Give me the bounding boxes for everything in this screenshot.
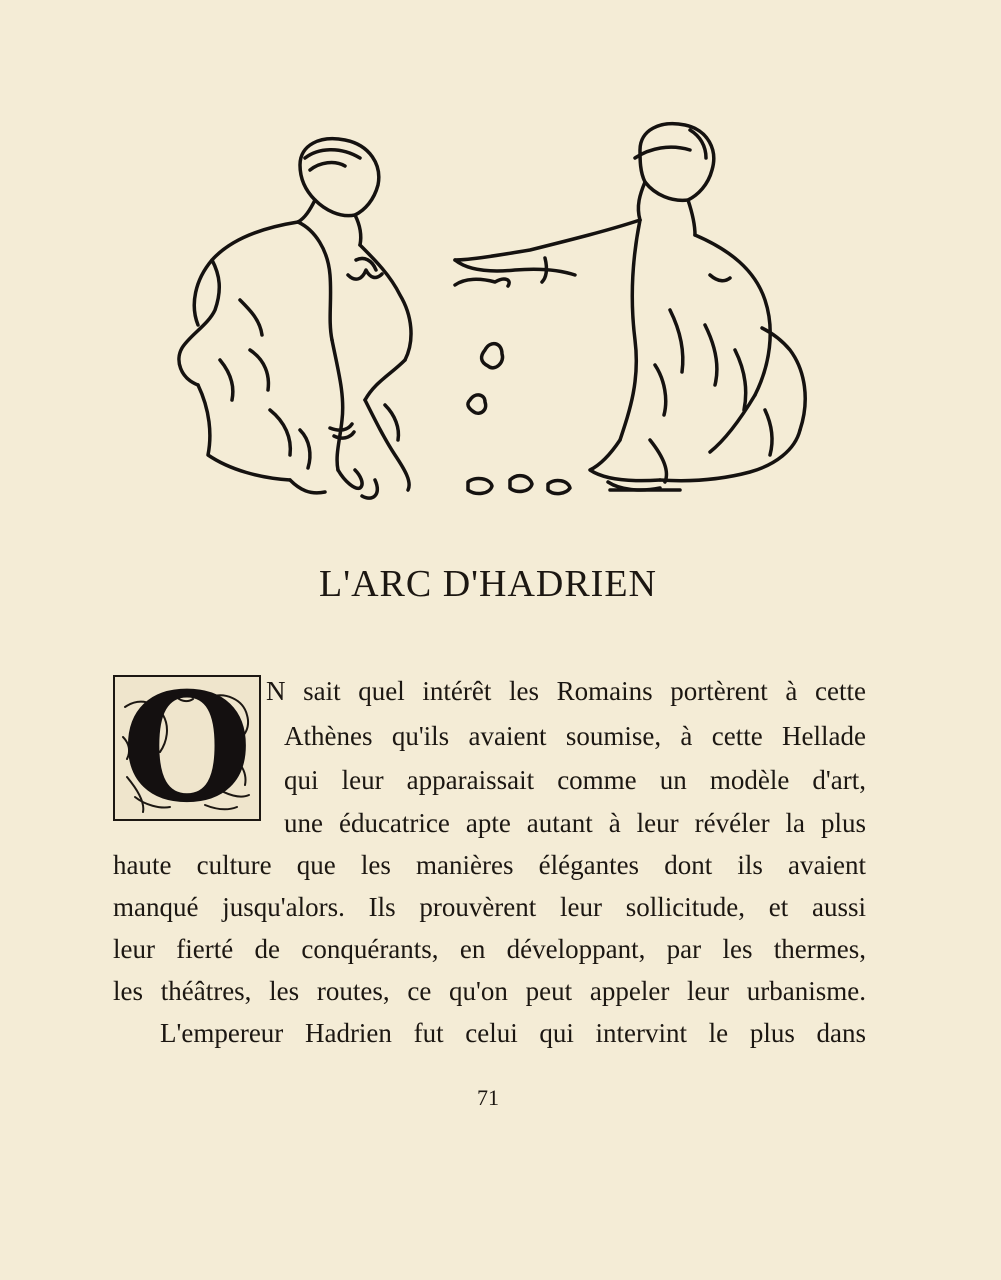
- text-line-8: les théâtres, les routes, ce qu'on peut appeler leur urbanisme.: [113, 976, 866, 1006]
- chapter-title: L'ARC D'HADRIEN: [319, 563, 657, 605]
- right-woman-figure: [455, 124, 805, 490]
- drop-cap-letter: O: [121, 660, 253, 836]
- woodcut-illustration: [150, 110, 850, 510]
- text-line-7: leur fierté de conquérants, en développant, par les thermes,: [113, 934, 866, 964]
- text-line-2: Athènes qu'ils avaient soumise, à cette Hellade: [284, 721, 866, 751]
- text-line-6: manqué jusqu'alors. Ils prouvèrent leur sollicitude, et aussi: [113, 892, 866, 922]
- text-line-3: qui leur apparaissait comme un modèle d'art,: [284, 765, 866, 795]
- page-number: 71: [477, 1085, 499, 1110]
- text-line-5: haute culture que les manières élégantes dont ils avaient: [113, 850, 866, 880]
- ornamental-drop-cap: [113, 660, 261, 836]
- text-line-4: une éducatrice apte autant à leur révéler la plus: [284, 808, 866, 838]
- text-line-9: L'empereur Hadrien fut celui qui intervint le plus dans: [160, 1018, 866, 1048]
- left-woman-figure: [179, 139, 411, 498]
- stones: [455, 279, 570, 494]
- text-line-1: N sait quel intérêt les Romains portèrent à cette: [266, 676, 866, 706]
